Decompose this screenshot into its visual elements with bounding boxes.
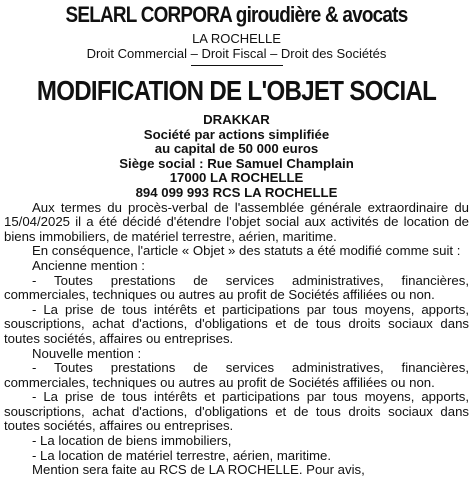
old-mention-heading: Ancienne mention :: [32, 257, 145, 273]
old-mention-item: - Toutes prestations de services administratives, financières, commerciales, techniques ou autres au profit de Sociétés affiliées ou non.: [4, 272, 469, 303]
company-name: DRAKKAR: [203, 112, 270, 127]
old-mention-item: - La prise de tous intérêts et participations par tous moyens, apports, souscriptions, achat d'actions, d'obligations et de tous droits sociaux dans toutes sociétés, affaires ou entreprises.: [4, 301, 469, 346]
new-mention-heading: Nouvelle mention :: [32, 345, 142, 361]
company-block: [4, 113, 469, 201]
company-form: Société par actions simplifiée: [143, 126, 330, 142]
company-postal: 17000 LA ROCHELLE: [169, 170, 304, 186]
paragraph-decision: Aux termes du procès-verbal de l'assemblée générale extraordinaire du 15/04/2025 il a été décidé d'étendre l'objet social aux activités de location de biens immobiliers, de matériel terrestre, aérien, maritime.: [4, 199, 469, 244]
company-seat: Siège social : Rue Samuel Champlain: [119, 155, 354, 171]
paragraph-consequence: En conséquence, l'article « Objet » des statuts a été modifié comme suit :: [32, 243, 461, 259]
company-rcs: 894 099 993 RCS LA ROCHELLE: [135, 184, 338, 200]
firm-name: SELARL CORPORA giroudière & avocats: [65, 2, 408, 27]
new-mention-item: - La prise de tous intérêts et participations par tous moyens, apports, souscriptions, achat d'actions, d'obligations et de tous droits sociaux dans toutes sociétés, affaires ou entreprises.: [4, 389, 469, 434]
firm-practice-areas: Droit Commercial – Droit Fiscal – Droit des Sociétés: [86, 46, 387, 61]
firm-city: LA ROCHELLE: [192, 31, 281, 46]
notice-title: MODIFICATION DE L'OBJET SOCIAL: [36, 75, 437, 106]
new-mention-item: - La location de matériel terrestre, aérien, maritime.: [32, 447, 332, 463]
closing-line: Mention sera faite au RCS de LA ROCHELLE. Pour avis,: [32, 462, 365, 478]
company-capital: au capital de 50 000 euros: [154, 141, 319, 157]
notice-body: [4, 201, 469, 478]
header-divider: [191, 65, 283, 66]
new-mention-item: - La location de biens immobiliers,: [32, 433, 232, 449]
new-mention-item: - Toutes prestations de services administratives, financières, commerciales, techniques ou autres au profit de Sociétés affiliées ou non.: [4, 360, 469, 390]
